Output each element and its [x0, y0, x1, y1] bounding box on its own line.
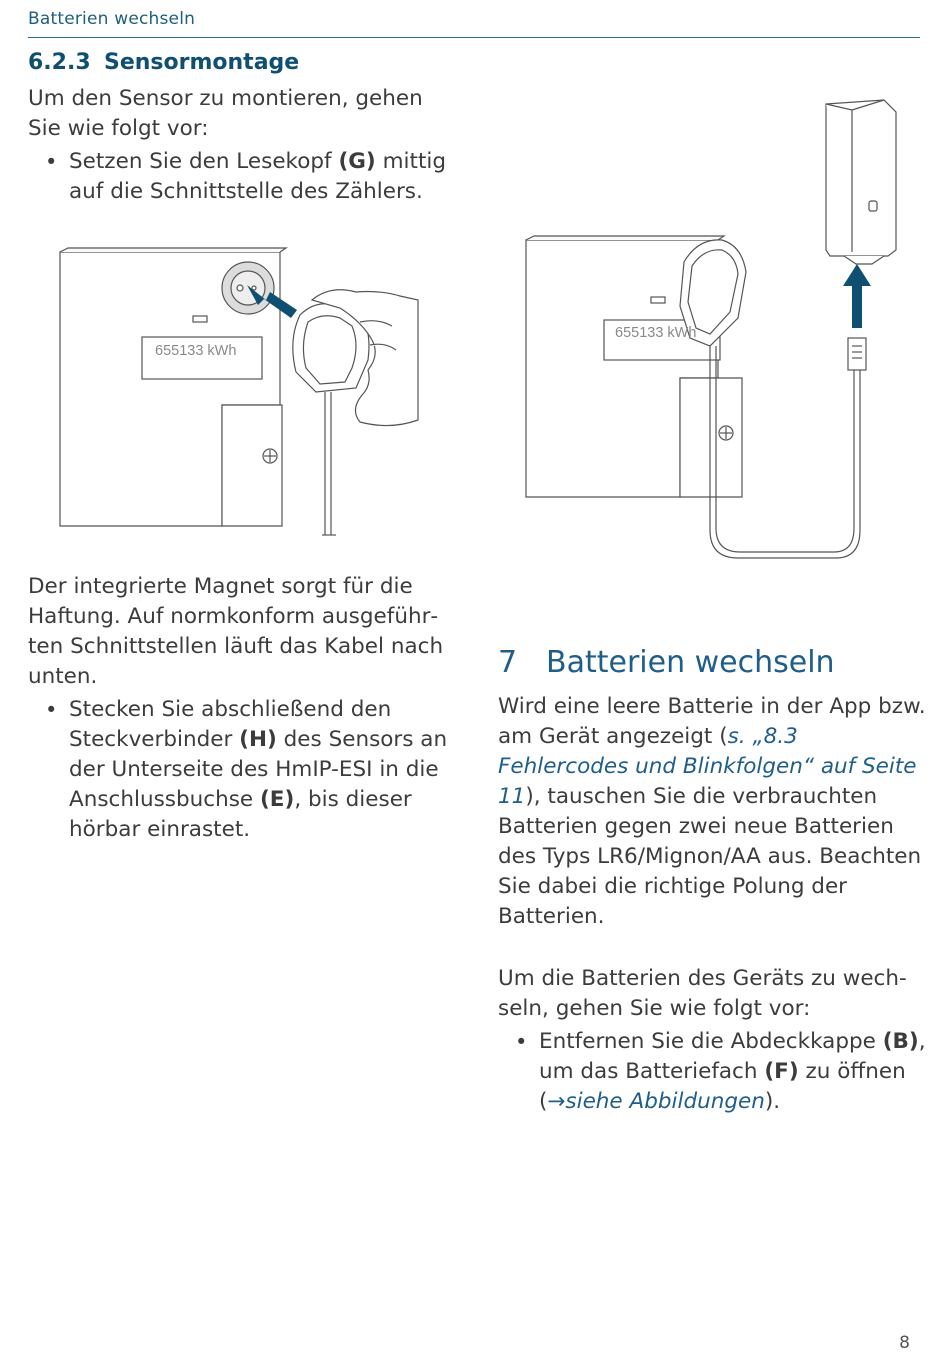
bullet-text: Setzen Sie den Lesekopf	[69, 149, 339, 174]
running-header: Batterien wechseln	[28, 9, 196, 29]
bullet-plug-connector	[28, 695, 448, 845]
chapter-number: 7	[498, 645, 518, 680]
see-figures-link[interactable]: →siehe Abbildungen	[547, 1089, 765, 1114]
ref-label: (H)	[239, 727, 277, 752]
bullet-text: des Sensors an der Unterseite des HmIP-ESI in die Anschlussbuchse	[69, 727, 448, 812]
section-intro: Um den Sensor zu montieren, gehen Sie wie folgt vor:	[28, 86, 423, 141]
paragraph-text: ), tauschen Sie die verbrauchten Batterien gegen zwei neue Batterien des Typs LR6/Mignon/AA aus. Beachten Sie dabei die richtige Polung der Batterien.	[498, 784, 922, 929]
meter-lower-part-left	[222, 405, 282, 526]
ref-label: (B)	[882, 1029, 919, 1054]
meter-lower-part-right	[680, 378, 742, 497]
ref-label: (E)	[259, 787, 295, 812]
bullet-text: , um das Batteriefach	[539, 1029, 926, 1084]
meter-reading-left: 655133 kWh	[155, 343, 237, 359]
chapter-title: Batterien wechseln	[546, 645, 835, 680]
bullet-text: Stecken Sie abschließend den Steckverbinder	[69, 697, 392, 752]
led-icon	[869, 201, 877, 211]
chapter-heading	[498, 645, 835, 680]
section-title: Sensormontage	[104, 50, 300, 75]
meter-slot-left	[193, 316, 207, 322]
paragraph-text: Wird eine leere Batterie in der App bzw. am Gerät angezeigt (	[498, 694, 926, 749]
bullet-remove-cover	[498, 1027, 926, 1117]
magnet-paragraph: Der integrierte Magnet sorgt für die Haftung. Auf normkonform ausgeführten Schnittstellen läuft das Kabel nach unten.	[28, 574, 444, 689]
bullet-text: mittig auf die Schnittstelle des Zählers.	[69, 149, 446, 204]
chapter-body-block	[498, 692, 926, 1117]
bullet-text: Entfernen Sie die Abdeckkappe	[539, 1029, 883, 1054]
battery-paragraph	[498, 692, 926, 932]
bullet-text: ).	[764, 1089, 781, 1114]
meter-slot-right	[651, 297, 665, 303]
page-number: 8	[899, 1333, 910, 1353]
section-number: 6.2.3	[28, 50, 91, 75]
error-codes-link[interactable]: s. „8.3 Fehlercodes und Blinkfolgen“ auf Seite 11	[498, 724, 917, 809]
bullet-text: zu öffnen (	[539, 1059, 906, 1114]
bullet-text: , bis dieser hörbar einrastet.	[69, 787, 412, 842]
meter-reading-right: 655133 kWh	[615, 325, 697, 341]
section-body-block	[28, 572, 448, 845]
ref-label: (F)	[764, 1059, 799, 1084]
ref-label: (G)	[338, 149, 376, 174]
battery-steps-intro: Um die Batterien des Geräts zu wechseln, gehen Sie wie folgt vor:	[498, 966, 907, 1021]
up-arrow	[843, 264, 871, 328]
plug-connector	[848, 338, 866, 370]
